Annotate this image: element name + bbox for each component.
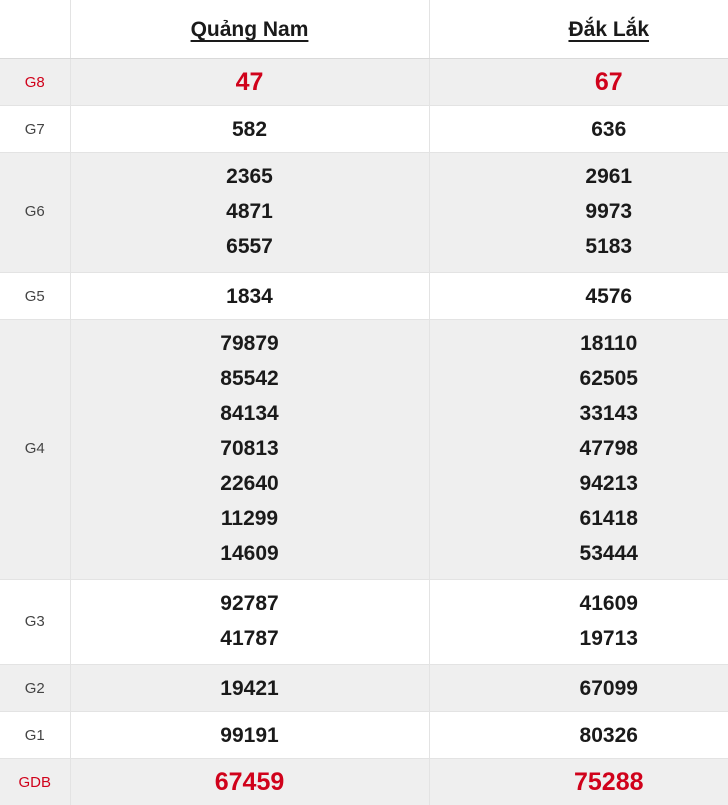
prize-numbers-cell: [429, 273, 728, 320]
prize-number: 67099: [430, 671, 728, 706]
prize-number: 582: [71, 112, 429, 147]
table-row: [0, 665, 728, 712]
prize-numbers-cell: [429, 153, 728, 273]
prize-numbers-cell: [429, 712, 728, 759]
prize-number: 2961: [430, 159, 728, 194]
header-province-dak-lak: [429, 0, 728, 59]
prize-number: 67: [430, 65, 728, 100]
prize-numbers-cell: [70, 106, 429, 153]
prize-number: 2365: [71, 159, 429, 194]
prize-number: 4871: [71, 194, 429, 229]
table-body: [0, 59, 728, 805]
prize-number: 1834: [71, 279, 429, 314]
prize-number: 99191: [71, 718, 429, 753]
table-row: [0, 320, 728, 580]
table-row: [0, 153, 728, 273]
prize-numbers-cell: [70, 665, 429, 712]
prize-number: 5183: [430, 229, 728, 264]
prize-number: 67459: [71, 765, 429, 800]
prize-number: 62505: [430, 361, 728, 396]
prize-numbers-cell: [70, 759, 429, 805]
header-blank-cell: [0, 0, 70, 59]
prize-number: 53444: [430, 536, 728, 571]
prize-number: 92787: [71, 586, 429, 621]
prize-numbers-cell: [70, 712, 429, 759]
table-row: [0, 59, 728, 106]
table-row: [0, 273, 728, 320]
prize-number: 19421: [71, 671, 429, 706]
prize-label-cell: G4: [0, 320, 70, 580]
prize-numbers-cell: [70, 580, 429, 665]
prize-number: 41787: [71, 621, 429, 656]
prize-number: 61418: [430, 501, 728, 536]
prize-label-cell: G2: [0, 665, 70, 712]
prize-numbers-cell: [429, 580, 728, 665]
prize-numbers-cell: [429, 106, 728, 153]
prize-numbers-cell: [70, 59, 429, 106]
prize-number: 75288: [430, 765, 728, 800]
prize-number: 4576: [430, 279, 728, 314]
prize-number: 22640: [71, 466, 429, 501]
prize-numbers-cell: [70, 273, 429, 320]
prize-numbers-cell: [429, 759, 728, 805]
prize-number: 80326: [430, 718, 728, 753]
prize-label-cell: G5: [0, 273, 70, 320]
prize-label-cell: G6: [0, 153, 70, 273]
table-row: [0, 580, 728, 665]
prize-number: 85542: [71, 361, 429, 396]
prize-label-cell: G1: [0, 712, 70, 759]
prize-label-cell: GDB: [0, 759, 70, 805]
prize-number: 33143: [430, 396, 728, 431]
prize-number: 41609: [430, 586, 728, 621]
prize-number: 70813: [71, 431, 429, 466]
table-row: [0, 759, 728, 805]
prize-number: 18110: [430, 326, 728, 361]
prize-number: 79879: [71, 326, 429, 361]
prize-number: 11299: [71, 501, 429, 536]
prize-number: 636: [430, 112, 728, 147]
prize-numbers-cell: [70, 320, 429, 580]
header-row: [0, 0, 728, 59]
table-row: [0, 106, 728, 153]
table-header: [0, 0, 728, 59]
header-province-quang-nam: [70, 0, 429, 59]
province-name-label: Quảng Nam: [191, 18, 309, 41]
prize-numbers-cell: [429, 59, 728, 106]
prize-number: 14609: [71, 536, 429, 571]
prize-label-cell: G3: [0, 580, 70, 665]
prize-numbers-cell: [429, 665, 728, 712]
prize-label-cell: G7: [0, 106, 70, 153]
prize-number: 19713: [430, 621, 728, 656]
prize-number: 6557: [71, 229, 429, 264]
prize-number: 47: [71, 65, 429, 100]
province-name-label: Đắk Lắk: [568, 18, 649, 41]
prize-numbers-cell: [429, 320, 728, 580]
prize-numbers-cell: [70, 153, 429, 273]
prize-number: 84134: [71, 396, 429, 431]
table-row: [0, 712, 728, 759]
prize-label-cell: G8: [0, 59, 70, 106]
prize-number: 94213: [430, 466, 728, 501]
prize-number: 47798: [430, 431, 728, 466]
prize-number: 9973: [430, 194, 728, 229]
